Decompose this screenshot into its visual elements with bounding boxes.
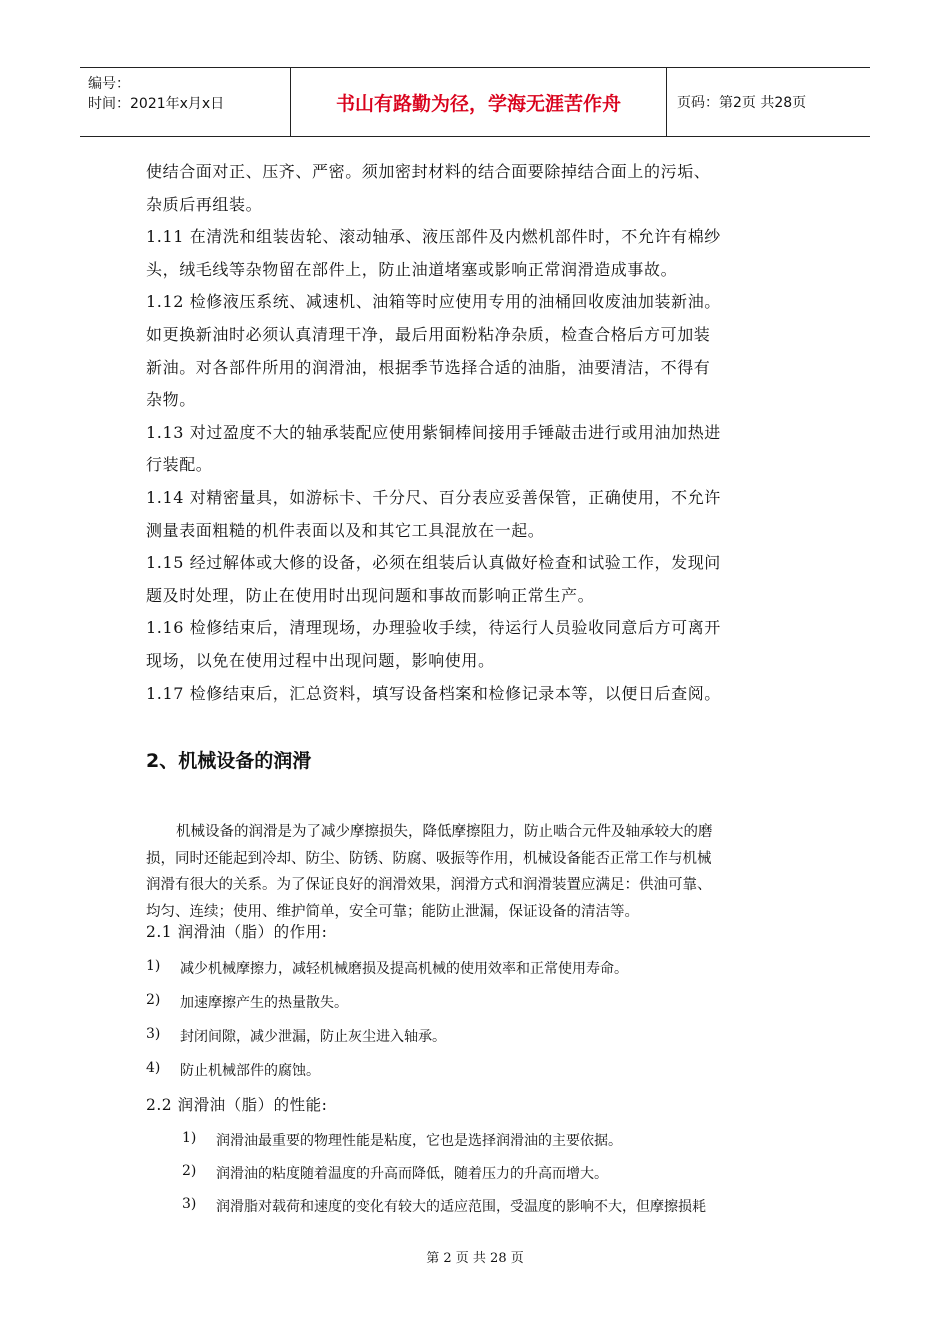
list-text: 加速摩擦产生的热量散失。 (180, 995, 348, 1011)
list-item (146, 1060, 320, 1080)
list-item (146, 992, 348, 1012)
page-header (80, 67, 870, 137)
list-text: 封闭间隙，减少泄漏，防止灰尘进入轴承。 (180, 1029, 446, 1045)
header-page-info: 页码：第2页 共28页 (677, 95, 807, 111)
list-number: 2) (182, 1163, 197, 1179)
list-number: 1) (182, 1130, 197, 1146)
list-text: 润滑脂对载荷和速度的变化有较大的适应范围，受温度的影响不大，但摩擦损耗 (216, 1199, 706, 1215)
list-number: 1) (146, 958, 161, 974)
intro-line: 润滑有很大的关系。为了保证良好的润滑效果，润滑方式和润滑装置应满足：供油可靠、 (146, 877, 712, 893)
text-line: 1.15 经过解体或大修的设备，必须在组装后认真做好检查和试验工作，发现问 (146, 553, 721, 573)
section-title: 2、机械设备的润滑 (146, 750, 312, 772)
list-item (146, 1026, 446, 1046)
text-line: 杂物。 (146, 390, 196, 410)
text-line: 头，绒毛线等杂物留在部件上，防止油道堵塞或影响正常润滑造成事故。 (146, 259, 678, 279)
page-footer: 第 2 页 共 28 页 (426, 1251, 524, 1266)
list-item (182, 1130, 622, 1150)
list-item (146, 958, 628, 978)
text-line: 1.12 检修液压系统、减速机、油箱等时应使用专用的油桶回收废油加装新油。 (146, 292, 721, 312)
subsection-title: 2.1 润滑油（脂）的作用: (146, 923, 328, 941)
list-text: 润滑油最重要的物理性能是粘度，它也是选择润滑油的主要依据。 (216, 1133, 622, 1149)
text-line: 新油。对各部件所用的润滑油，根据季节选择合适的油脂，油要清洁，不得有 (146, 357, 711, 377)
text-line: 1.13 对过盈度不大的轴承装配应使用紫铜棒间接用手锤敲击进行或用油加热进 (146, 422, 721, 442)
text-line: 1.17 检修结束后，汇总资料，填写设备档案和检修记录本等，以便日后查阅。 (146, 683, 721, 703)
text-line: 1.14 对精密量具，如游标卡、千分尺、百分表应妥善保管，正确使用，不允许 (146, 487, 721, 507)
text-line: 杂质后再组装。 (146, 194, 263, 214)
intro-line: 损，同时还能起到冷却、防尘、防锈、防腐、吸振等作用，机械设备能否正常工作与机械 (146, 850, 712, 867)
subsection-title: 2.2 润滑油（脂）的性能: (146, 1096, 328, 1114)
list-item (182, 1163, 608, 1183)
list-item (182, 1196, 706, 1216)
intro-line: 均匀、连续；使用、维护简单，安全可靠；能防止泄漏，保证设备的清洁等。 (146, 903, 639, 920)
number-label: 编号： (88, 76, 130, 92)
text-line: 行装配。 (146, 455, 213, 475)
text-line: 现场，以免在使用过程中出现问题，影响使用。 (146, 650, 495, 670)
text-line: 1.11 在清洗和组装齿轮、滚动轴承、液压部件及内燃机部件时，不允许有棉纱 (146, 227, 721, 247)
text-line: 使结合面对正、压齐、严密。须加密封材料的结合面要除掉结合面上的污垢、 (146, 162, 711, 181)
list-number: 2) (146, 992, 161, 1008)
text-line: 1.16 检修结束后，清理现场，办理验收手续，待运行人员验收同意后方可离开 (146, 618, 721, 638)
header-meta (80, 68, 291, 136)
body-text (146, 156, 806, 710)
text-line: 测量表面粗糙的机件表面以及和其它工具混放在一起。 (146, 520, 545, 540)
list-text: 减少机械摩擦力，减轻机械磨损及提高机械的使用效率和正常使用寿命。 (180, 961, 628, 977)
header-motto: 书山有路勤为径，学海无涯苦作舟 (291, 68, 667, 136)
section-intro (146, 819, 814, 925)
time-label: 时间：2021年x月x日 (88, 96, 225, 112)
intro-line (146, 819, 814, 846)
list-number: 4) (146, 1060, 161, 1076)
list-number: 3) (146, 1026, 161, 1042)
list-text: 润滑油的粘度随着温度的升高而降低，随着压力的升高而增大。 (216, 1166, 608, 1182)
intro-line-text: 机械设备的润滑是为了减少摩擦损失，降低摩擦阻力，防止啮合元件及轴承较大的磨 (176, 824, 713, 840)
list-text: 防止机械部件的腐蚀。 (180, 1063, 320, 1079)
list-number: 3) (182, 1196, 197, 1212)
text-line: 如更换新油时必须认真清理干净，最后用面粉粘净杂质，检查合格后方可加装 (146, 324, 711, 344)
text-line: 题及时处理，防止在使用时出现问题和事故而影响正常生产。 (146, 585, 595, 605)
